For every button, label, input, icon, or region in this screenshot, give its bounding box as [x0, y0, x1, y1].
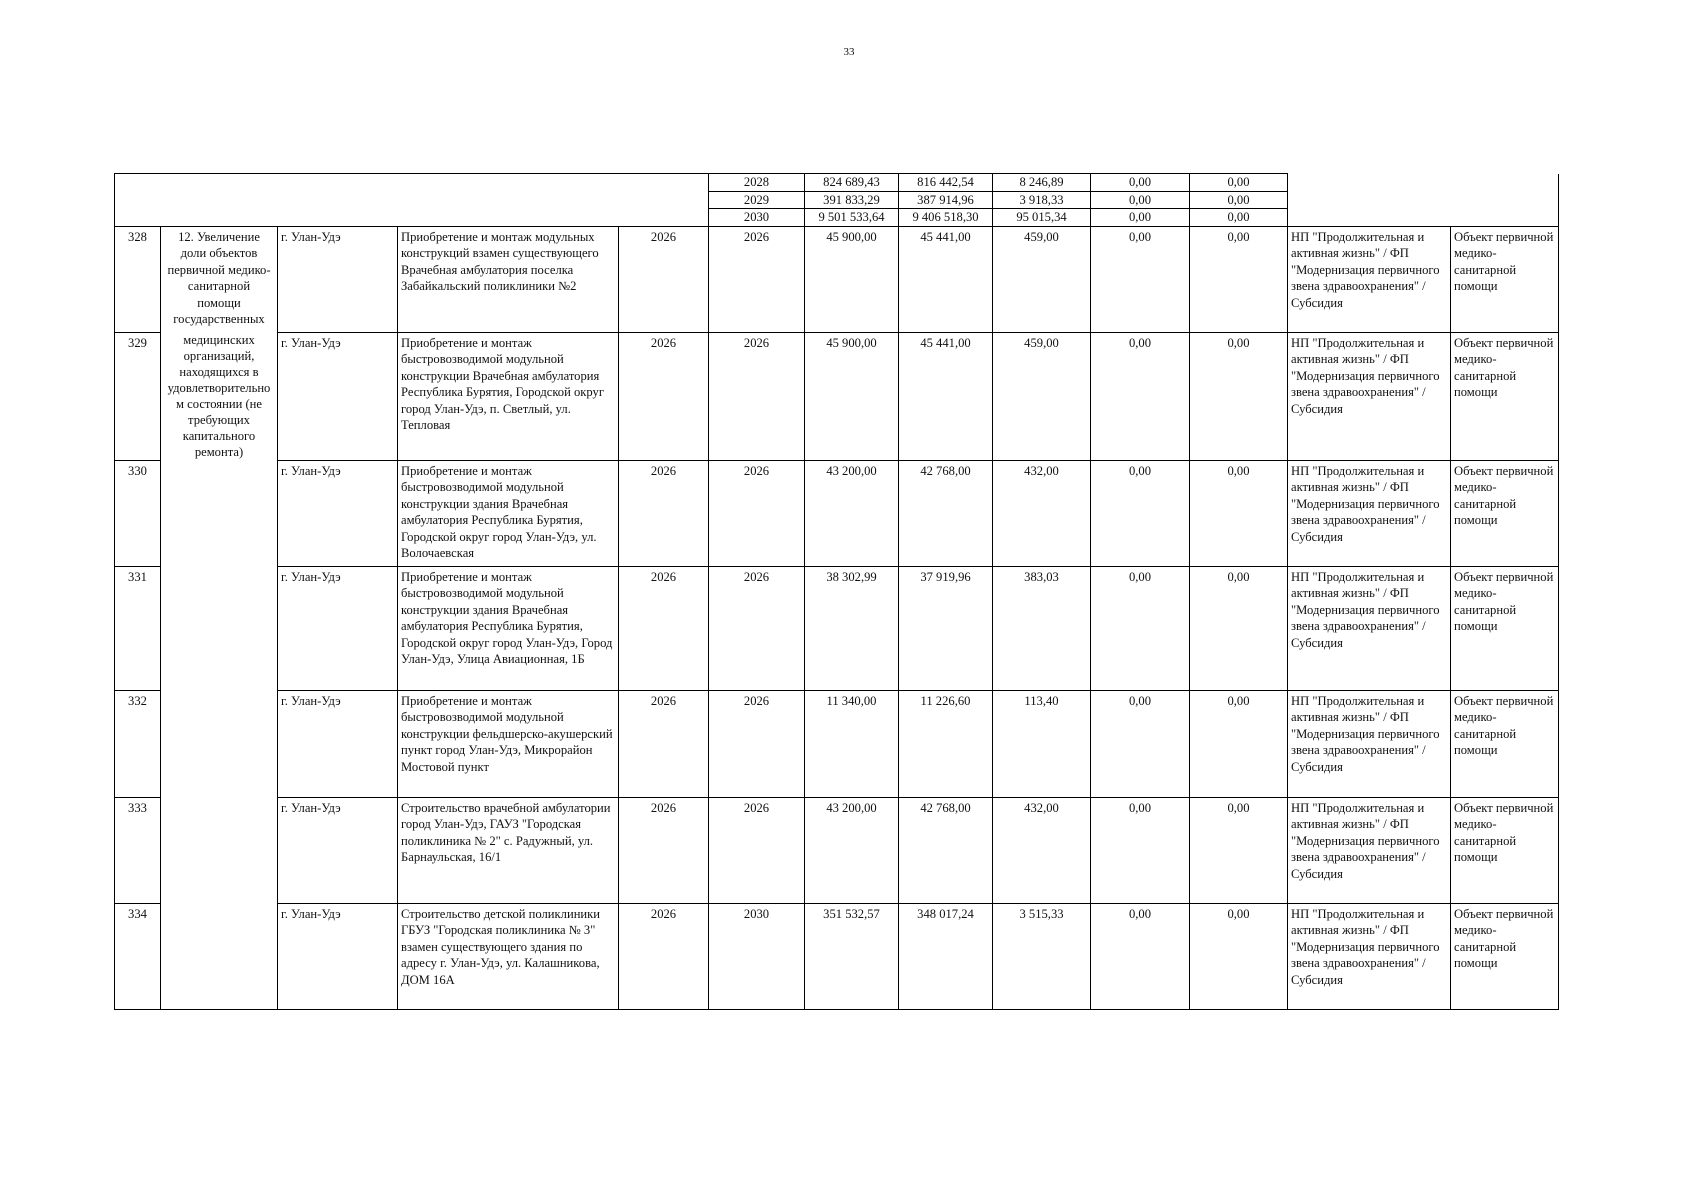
cell-federal: 348 017,24: [899, 903, 993, 1009]
cell-total: 38 302,99: [805, 566, 899, 690]
table-body: [115, 174, 1559, 1010]
cell-year: 2026: [709, 797, 805, 903]
cell-local: 0,00: [1091, 209, 1190, 227]
cell-federal: 42 768,00: [899, 460, 993, 566]
task-cell-bottom: медицинских организаций, находящихся в удовлетворительно м состоянии (не требующих капитального ремонта): [161, 332, 278, 460]
continuation-row: [115, 174, 1559, 192]
cell-number: 333: [115, 797, 161, 903]
cell-number: 330: [115, 460, 161, 566]
cell-other: 0,00: [1190, 174, 1288, 192]
cell-local: 0,00: [1091, 174, 1190, 192]
cell-municipality: г. Улан-Удэ: [278, 903, 398, 1009]
cell-local: 0,00: [1091, 332, 1190, 460]
cell-program: НП "Продолжительная и активная жизнь" / ФП "Модернизация первичного звена здравоохранения" / Субсидия: [1288, 903, 1451, 1009]
cell-local: 0,00: [1091, 690, 1190, 797]
cell-republic: 459,00: [993, 332, 1091, 460]
cell-total: 11 340,00: [805, 690, 899, 797]
cell-federal: 37 919,96: [899, 566, 993, 690]
task-cell-top: 12. Увеличение доли объектов первичной медико- санитарной помощи государственных: [161, 226, 278, 332]
task-cell-empty: [161, 797, 278, 903]
cell-total: 43 200,00: [805, 460, 899, 566]
cell-object: Приобретение и монтаж быстровозводимой модульной конструкции Врачебная амбулатория Республика Бурятия, Городской округ город Улан-Удэ, п. Светлый, ул. Тепловая: [398, 332, 619, 460]
cell-year: 2029: [709, 191, 805, 209]
table-row: [115, 690, 1559, 797]
cell-federal: 816 442,54: [899, 174, 993, 192]
cell-year: 2026: [709, 332, 805, 460]
cell-start-year: 2026: [619, 332, 709, 460]
cell-total: 824 689,43: [805, 174, 899, 192]
cell-other: 0,00: [1190, 797, 1288, 903]
task-cell-empty: [161, 690, 278, 797]
cell-object-type: Объект первичной медико-санитарной помощи: [1451, 460, 1559, 566]
cell-object-type: Объект первичной медико-санитарной помощи: [1451, 332, 1559, 460]
cell-local: 0,00: [1091, 191, 1190, 209]
cell-municipality: г. Улан-Удэ: [278, 797, 398, 903]
cell-total: 9 501 533,64: [805, 209, 899, 227]
cell-number: 328: [115, 226, 161, 332]
cell-republic: 113,40: [993, 690, 1091, 797]
cell-year: 2026: [709, 566, 805, 690]
cell-total: 45 900,00: [805, 226, 899, 332]
cell-municipality: г. Улан-Удэ: [278, 566, 398, 690]
cell-start-year: 2026: [619, 797, 709, 903]
cell-other: 0,00: [1190, 566, 1288, 690]
cell-republic: 459,00: [993, 226, 1091, 332]
cell-federal: 387 914,96: [899, 191, 993, 209]
cell-other: 0,00: [1190, 690, 1288, 797]
cell-number: 332: [115, 690, 161, 797]
cell-other: 0,00: [1190, 903, 1288, 1009]
cell-object-type: Объект первичной медико-санитарной помощи: [1451, 797, 1559, 903]
cell-program: НП "Продолжительная и активная жизнь" / ФП "Модернизация первичного звена здравоохранения" / Субсидия: [1288, 460, 1451, 566]
cell-object-type: Объект первичной медико-санитарной помощи: [1451, 226, 1559, 332]
cell-object-type: Объект первичной медико-санитарной помощи: [1451, 690, 1559, 797]
task-cell-empty: [161, 903, 278, 1009]
cell-year: 2028: [709, 174, 805, 192]
table-row: [115, 903, 1559, 1009]
cell-object: Приобретение и монтаж быстровозводимой модульной конструкции здания Врачебная амбулатория Республика Бурятия, Городской округ город Улан-Удэ, Город Улан-Удэ, Улица Авиационная, 1Б: [398, 566, 619, 690]
cell-municipality: г. Улан-Удэ: [278, 460, 398, 566]
cell-year: 2030: [709, 903, 805, 1009]
cell-municipality: г. Улан-Удэ: [278, 226, 398, 332]
cell-republic: 3 515,33: [993, 903, 1091, 1009]
cell-municipality: г. Улан-Удэ: [278, 332, 398, 460]
cell-total: 351 532,57: [805, 903, 899, 1009]
cell-republic: 432,00: [993, 797, 1091, 903]
table-row: [115, 226, 1559, 332]
cell-start-year: 2026: [619, 903, 709, 1009]
cell-number: 334: [115, 903, 161, 1009]
table-row: [115, 566, 1559, 690]
cell-local: 0,00: [1091, 460, 1190, 566]
cell-object: Приобретение и монтаж быстровозводимой модульной конструкции фельдшерско-акушерский пункт город Улан-Удэ, Микрорайон Мостовой пункт: [398, 690, 619, 797]
cell-start-year: 2026: [619, 460, 709, 566]
blank-program-cell: [1288, 174, 1451, 227]
cell-object: Приобретение и монтаж быстровозводимой модульной конструкции здания Врачебная амбулатория Республика Бурятия, Городской округ город Улан-Удэ, ул. Волочаевская: [398, 460, 619, 566]
cell-program: НП "Продолжительная и активная жизнь" / ФП "Модернизация первичного звена здравоохранения" / Субсидия: [1288, 226, 1451, 332]
cell-year: 2030: [709, 209, 805, 227]
cell-republic: 432,00: [993, 460, 1091, 566]
cell-program: НП "Продолжительная и активная жизнь" / ФП "Модернизация первичного звена здравоохранения" / Субсидия: [1288, 797, 1451, 903]
cell-other: 0,00: [1190, 191, 1288, 209]
cell-federal: 42 768,00: [899, 797, 993, 903]
blank-type-cell: [1451, 174, 1559, 227]
cell-other: 0,00: [1190, 226, 1288, 332]
cell-program: НП "Продолжительная и активная жизнь" / ФП "Модернизация первичного звена здравоохранения" / Субсидия: [1288, 566, 1451, 690]
cell-total: 391 833,29: [805, 191, 899, 209]
cell-local: 0,00: [1091, 797, 1190, 903]
task-cell-empty: [161, 566, 278, 690]
cell-federal: 45 441,00: [899, 226, 993, 332]
cell-program: НП "Продолжительная и активная жизнь" / ФП "Модернизация первичного звена здравоохранения" / Субсидия: [1288, 332, 1451, 460]
cell-federal: 11 226,60: [899, 690, 993, 797]
cell-total: 43 200,00: [805, 797, 899, 903]
table-row: [115, 797, 1559, 903]
cell-other: 0,00: [1190, 209, 1288, 227]
cell-total: 45 900,00: [805, 332, 899, 460]
cell-local: 0,00: [1091, 226, 1190, 332]
cell-local: 0,00: [1091, 903, 1190, 1009]
table-row: [115, 332, 1559, 460]
cell-municipality: г. Улан-Удэ: [278, 690, 398, 797]
cell-start-year: 2026: [619, 566, 709, 690]
cell-federal: 9 406 518,30: [899, 209, 993, 227]
cell-local: 0,00: [1091, 566, 1190, 690]
cell-object: Строительство врачебной амбулатории город Улан-Удэ, ГАУЗ "Городская поликлиника № 2" с. Радужный, ул. Барнаульская, 16/1: [398, 797, 619, 903]
cell-start-year: 2026: [619, 226, 709, 332]
cell-year: 2026: [709, 460, 805, 566]
cell-object: Приобретение и монтаж модульных конструкций взамен существующего Врачебная амбулатория поселка Забайкальский поликлиники №2: [398, 226, 619, 332]
cell-republic: 8 246,89: [993, 174, 1091, 192]
page-number: 33: [843, 46, 855, 58]
cell-republic: 383,03: [993, 566, 1091, 690]
cell-object: Строительство детской поликлиники ГБУЗ "Городская поликлиника № 3" взамен существующего здания по адресу г. Улан-Удэ, ул. Калашникова, ДОМ 16А: [398, 903, 619, 1009]
cell-other: 0,00: [1190, 332, 1288, 460]
cell-program: НП "Продолжительная и активная жизнь" / ФП "Модернизация первичного звена здравоохранения" / Субсидия: [1288, 690, 1451, 797]
task-cell-empty: [161, 460, 278, 566]
cell-number: 331: [115, 566, 161, 690]
cell-start-year: 2026: [619, 690, 709, 797]
cell-year: 2026: [709, 226, 805, 332]
cell-republic: 3 918,33: [993, 191, 1091, 209]
program-table: [114, 173, 1559, 1010]
cell-year: 2026: [709, 690, 805, 797]
blank-left-cell: [115, 174, 709, 227]
cell-republic: 95 015,34: [993, 209, 1091, 227]
table-row: [115, 460, 1559, 566]
cell-federal: 45 441,00: [899, 332, 993, 460]
cell-number: 329: [115, 332, 161, 460]
cell-other: 0,00: [1190, 460, 1288, 566]
cell-object-type: Объект первичной медико-санитарной помощи: [1451, 566, 1559, 690]
cell-object-type: Объект первичной медико-санитарной помощи: [1451, 903, 1559, 1009]
